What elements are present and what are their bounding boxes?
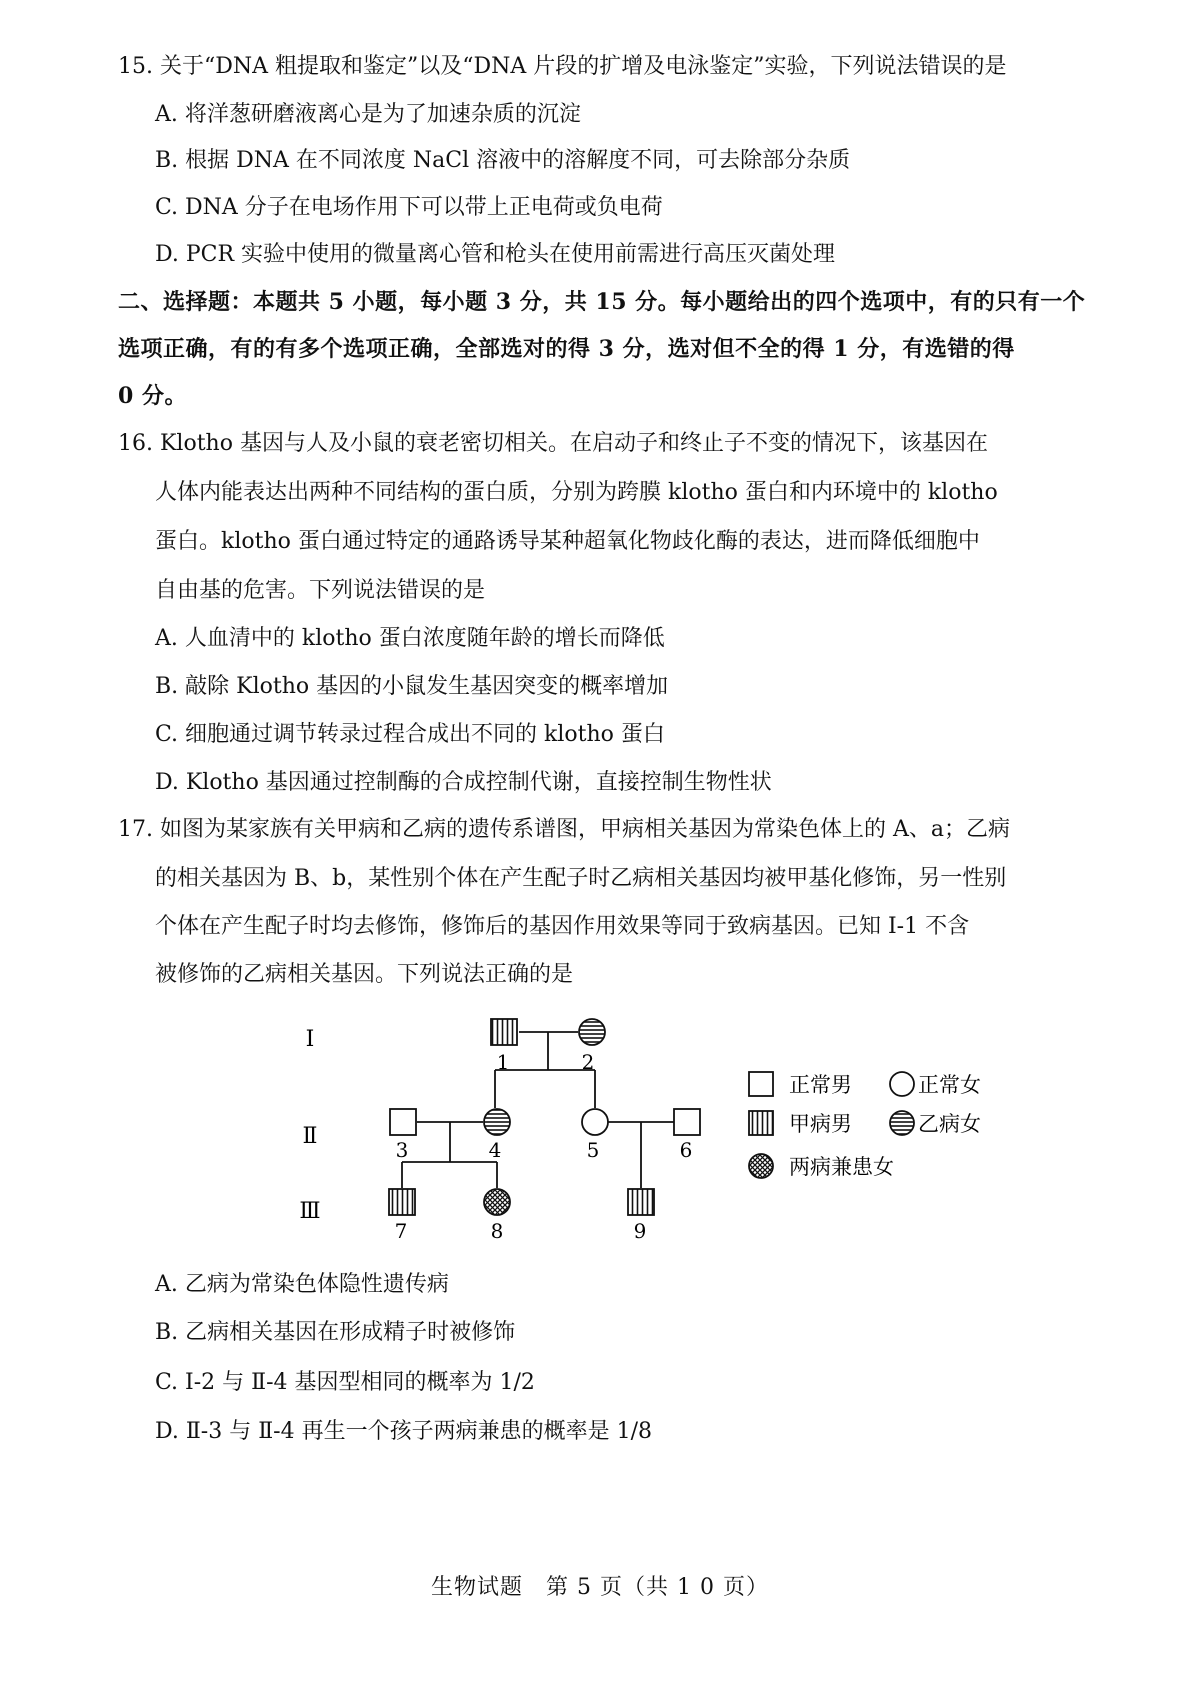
q15-option-c: C. DNA 分子在电场作用下可以带上正电荷或负电荷 — [155, 195, 663, 220]
individual-III-7-jia-male — [389, 1189, 415, 1215]
legend-jia-male-label: 甲病男 — [789, 1112, 852, 1136]
section2-line-1: 二、选择题：本题共 5 小题，每小题 3 分，共 15 分。每小题给出的四个选项中，有的只有一个 — [118, 289, 1086, 315]
q16-option-b: B. 敲除 Klotho 基因的小鼠发生基因突变的概率增加 — [155, 674, 669, 699]
q17-option-b: B. 乙病相关基因在形成精子时被修饰 — [155, 1320, 516, 1345]
legend-both-female-symbol — [749, 1154, 773, 1178]
q17-option-a: A. 乙病为常染色体隐性遗传病 — [155, 1272, 449, 1297]
q15-option-d: D. PCR 实验中使用的微量离心管和枪头在使用前需进行高压灭菌处理 — [155, 242, 836, 267]
section2-line-3: 0 分。 — [118, 383, 187, 409]
individual-III-9-jia-male — [628, 1189, 654, 1215]
q16-stem-line-2: 人体内能表达出两种不同结构的蛋白质，分别为跨膜 klotho 蛋白和内环境中的 klotho — [155, 480, 998, 505]
q15-option-b: B. 根据 DNA 在不同浓度 NaCl 溶液中的溶解度不同，可去除部分杂质 — [155, 148, 851, 173]
individual-III-8-both-female — [484, 1189, 510, 1215]
generation-label-3: Ⅲ — [299, 1199, 321, 1224]
individual-number-8: 8 — [490, 1219, 504, 1243]
pedigree-lines — [402, 1032, 674, 1188]
q15-option-a: A. 将洋葱研磨液离心是为了加速杂质的沉淀 — [155, 102, 581, 127]
legend-normal-male-symbol — [749, 1072, 773, 1096]
legend-jia-male-symbol — [749, 1111, 773, 1135]
q17-option-c: C. Ⅰ-2 与 Ⅱ-4 基因型相同的概率为 1/2 — [155, 1370, 535, 1395]
individual-number-2: 2 — [581, 1050, 595, 1074]
individual-number-3: 3 — [395, 1138, 409, 1162]
q17-stem-line-2: 的相关基因为 B、b，某性别个体在产生配子时乙病相关基因均被甲基化修饰，另一性别 — [155, 866, 1007, 891]
q16-stem-line-3: 蛋白。klotho 蛋白通过特定的通路诱导某种超氧化物歧化酶的表达，进而降低细胞中 — [155, 529, 980, 554]
generation-label-2: Ⅱ — [302, 1124, 318, 1149]
q17-stem-line-1: 17. 如图为某家族有关甲病和乙病的遗传系谱图，甲病相关基因为常染色体上的 A、a；乙病 — [118, 817, 1010, 842]
individual-number-9: 9 — [633, 1219, 647, 1243]
q16-option-a: A. 人血清中的 klotho 蛋白浓度随年龄的增长而降低 — [155, 626, 665, 651]
q17-stem-line-3: 个体在产生配子时均去修饰，修饰后的基因作用效果等同于致病基因。已知 Ⅰ-1 不含 — [155, 914, 970, 939]
section2-line-2: 选项正确，有的有多个选项正确，全部选对的得 3 分，选对但不全的得 1 分，有选错的得 — [118, 336, 1015, 362]
individual-I-2-yi-female — [579, 1019, 605, 1045]
individual-II-5-normal-female — [582, 1109, 608, 1135]
individual-number-7: 7 — [394, 1219, 408, 1243]
q15-stem: 15. 关于“DNA 粗提取和鉴定”以及“DNA 片段的扩增及电泳鉴定”实验，下列说法错误的是 — [118, 54, 1007, 79]
q17-option-d: D. Ⅱ-3 与 Ⅱ-4 再生一个孩子两病兼患的概率是 1/8 — [155, 1419, 652, 1444]
individual-II-4-yi-female — [484, 1109, 510, 1135]
individual-I-1-jia-male — [491, 1019, 517, 1045]
q16-option-d: D. Klotho 基因通过控制酶的合成控制代谢，直接控制生物性状 — [155, 770, 772, 795]
legend-normal-female-label: 正常女 — [918, 1073, 981, 1097]
generation-label-1: Ⅰ — [305, 1027, 315, 1052]
legend-normal-female-symbol — [890, 1072, 914, 1096]
legend-yi-female-label: 乙病女 — [918, 1112, 981, 1136]
individual-number-1: 1 — [496, 1050, 510, 1074]
page-footer: 生物试题 第 5 页（共 1 0 页） — [431, 1575, 769, 1600]
individual-II-3-normal-male — [390, 1109, 416, 1135]
legend-yi-female-symbol — [890, 1111, 914, 1135]
q16-stem-line-4: 自由基的危害。下列说法错误的是 — [155, 578, 486, 603]
q16-stem-line-1: 16. Klotho 基因与人及小鼠的衰老密切相关。在启动子和终止子不变的情况下，该基因在 — [118, 431, 988, 456]
pedigree-legend — [749, 1072, 981, 1179]
q16-option-c: C. 细胞通过调节转录过程合成出不同的 klotho 蛋白 — [155, 722, 665, 747]
individual-II-6-normal-male — [674, 1109, 700, 1135]
individual-number-4: 4 — [488, 1138, 502, 1162]
individual-number-5: 5 — [586, 1138, 600, 1162]
legend-normal-male-label: 正常男 — [789, 1073, 852, 1097]
legend-both-female-label: 两病兼患女 — [789, 1155, 894, 1179]
individual-number-6: 6 — [679, 1138, 693, 1162]
q17-stem-line-4: 被修饰的乙病相关基因。下列说法正确的是 — [155, 962, 574, 987]
